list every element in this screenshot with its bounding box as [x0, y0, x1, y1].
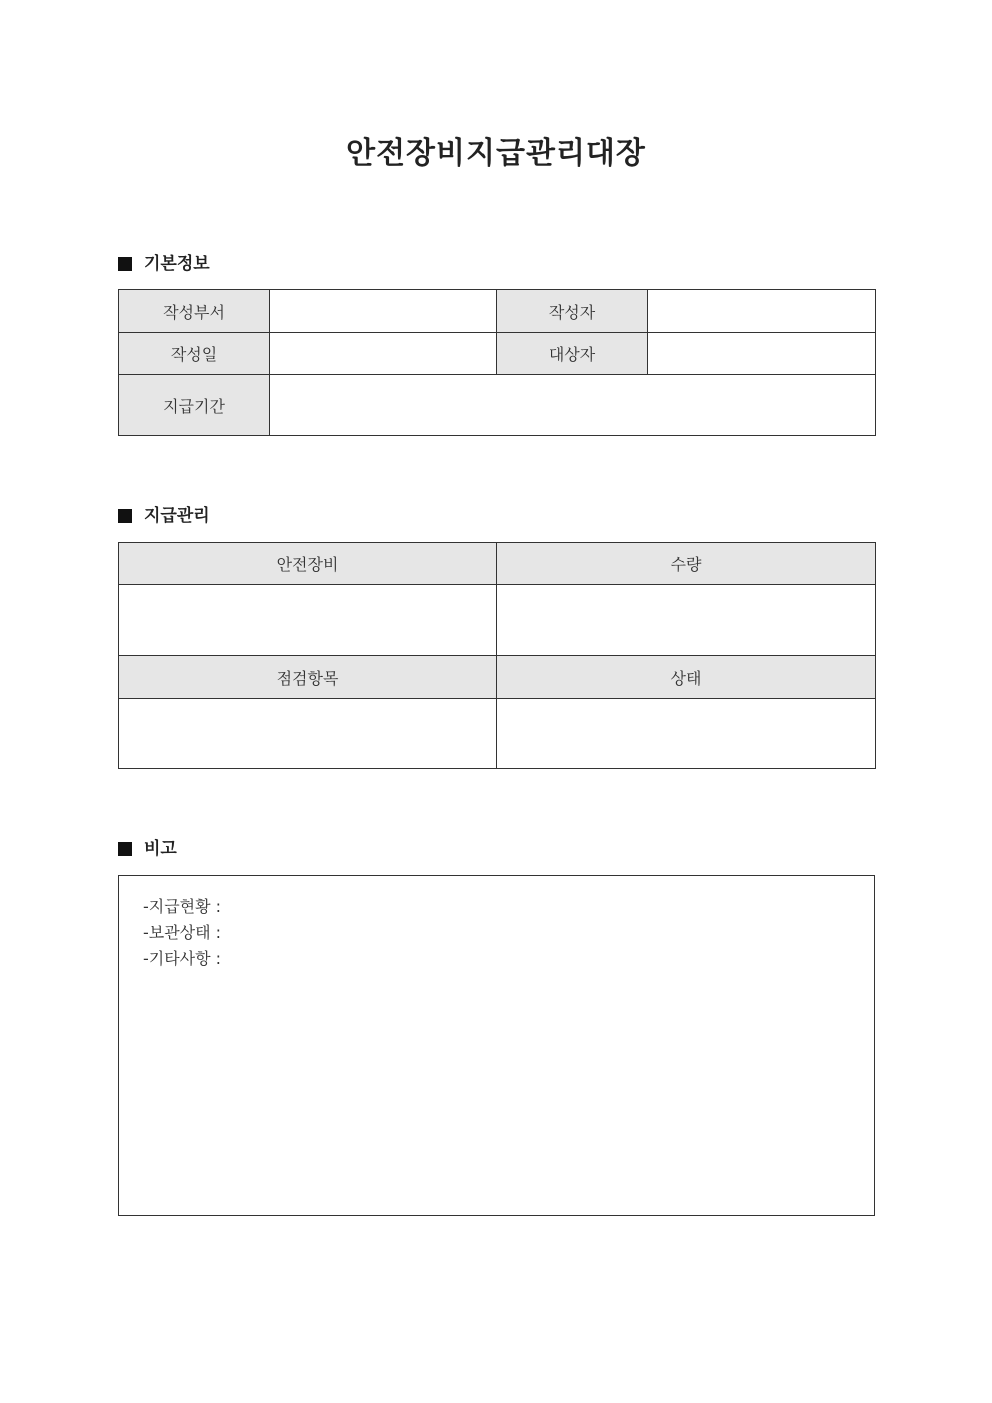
period-label: 지급기간	[119, 375, 270, 436]
author-field[interactable]	[648, 290, 876, 333]
section-heading-remarks	[118, 837, 177, 861]
section-title: 비고	[144, 839, 177, 859]
date-field[interactable]	[270, 333, 497, 375]
section-heading-supply	[118, 504, 210, 528]
inspection-header: 점검항목	[119, 656, 497, 699]
remarks-line-supply-status: -지급현황 :	[143, 897, 222, 916]
period-field[interactable]	[270, 375, 876, 436]
department-label: 작성부서	[119, 290, 270, 333]
table-row	[119, 699, 876, 769]
table-row	[119, 333, 876, 375]
equipment-field[interactable]	[119, 585, 497, 656]
square-bullet-icon	[118, 842, 132, 856]
section-heading-basic-info	[118, 252, 210, 276]
table-row	[119, 585, 876, 656]
target-label: 대상자	[497, 333, 648, 375]
table-row	[119, 656, 876, 699]
table-row	[119, 290, 876, 333]
quantity-header: 수량	[497, 543, 876, 585]
remarks-box[interactable]	[118, 875, 875, 1216]
author-label: 작성자	[497, 290, 648, 333]
equipment-header: 안전장비	[119, 543, 497, 585]
table-row	[119, 375, 876, 436]
table-row	[119, 543, 876, 585]
remarks-line-storage-status: -보관상태 :	[143, 923, 222, 942]
target-field[interactable]	[648, 333, 876, 375]
department-field[interactable]	[270, 290, 497, 333]
basic-info-table	[118, 289, 876, 436]
status-field[interactable]	[497, 699, 876, 769]
square-bullet-icon	[118, 257, 132, 271]
square-bullet-icon	[118, 509, 132, 523]
remarks-line-other: -기타사항 :	[143, 949, 222, 968]
supply-table	[118, 542, 876, 769]
quantity-field[interactable]	[497, 585, 876, 656]
page-title: 안전장비지급관리대장	[346, 136, 646, 171]
date-label: 작성일	[119, 333, 270, 375]
status-header: 상태	[497, 656, 876, 699]
section-title: 기본정보	[144, 254, 210, 274]
inspection-field[interactable]	[119, 699, 497, 769]
section-title: 지급관리	[144, 506, 210, 526]
